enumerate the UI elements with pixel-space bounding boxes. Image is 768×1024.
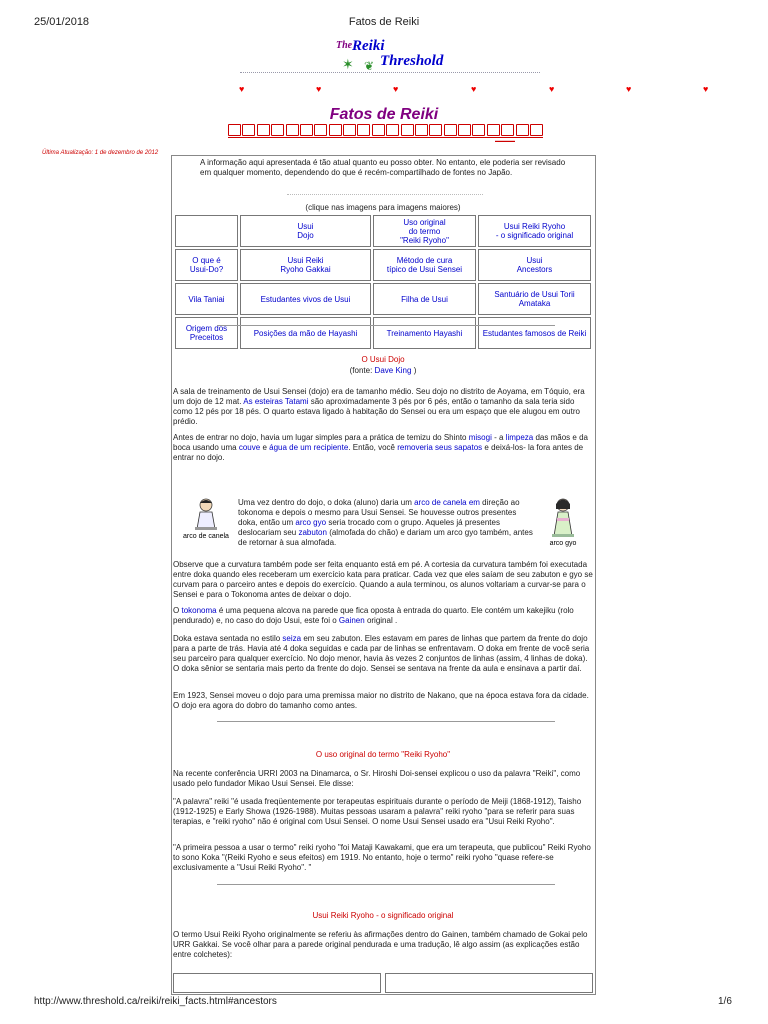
kneeling-student-icon [191,497,221,531]
divider [217,884,555,885]
dojo-paragraph-6: Em 1923, Sensei moveu o dojo para uma premissa maior no distrito de Nakano, que na época estava fora da cidade. O dojo era agora do dobro do tamanho como antes. [173,691,589,710]
zabuton-link[interactable]: zabuton [298,528,327,537]
logo-reiki: Reiki [352,38,385,54]
print-date: 25/01/2018 [34,16,90,28]
term-paragraph-3: "A primeira pessoa a usar o termo" reiki ryoho "foi Mataji Kawakami, que era um terapeuta, que publicou" Reiki Ryoho to sono Koka "(Reiki Ryoho e seus efeitos) em 1919. No entanto, hoje o termo" reiki ryoho "quase refere-se exclusivamente a "Usui Reiki Ryoho". " [173,843,591,872]
divider [217,721,555,722]
dojo-paragraph-3: Observe que a curvatura também pode ser feita enquanto está em pé. A cortesia da curvatura também foi executada entre doka quando eles receberam um exercício kata para praticar. Cada vez que eles saíam de seu zabuton e gyo se curvam para o parceiro antes e depois do exercício. Quando a aula terminou, os alunos voltariam a curvar-se para o Sensei e para o Tokonoma antes de deixar o dojo. [173,560,593,599]
gainen-table [173,973,593,993]
logo-the: The [336,40,353,51]
gainen-link[interactable]: Gainen [338,616,365,625]
last-updated: Última Atualização: 1 de dezembro de 2012 [42,150,159,156]
dojo-paragraph-1: A sala de treinamento de Usui Sensei (dojo) era de tamanho médio. Seu dojo no distrito de Aoyama, em Tóquio, era um dojo de 12 mat. As esteiras Tatami são aproximadamente 3 pés por 6 pés, então o tamanho da sala teria sido como 12 pés por 18 pés. O quarto estava ligado à habitação do Sensei ou era um espaço que ele alugou em outro prédio. [173,387,585,426]
couve-link[interactable]: couve [238,443,261,452]
gainen-table-cell [385,973,593,993]
star-icon: ✶ [342,56,354,72]
page-title: Fatos de Reiki [329,106,439,123]
gainen-table-cell [173,973,381,993]
nav-link-original-term[interactable]: Uso original do termo "Reiki Ryoho" [373,215,476,247]
nav-link-hand-positions[interactable]: Posições da mão de Hayashi [240,317,371,349]
nav-link-daughter[interactable]: Filha de Usui [373,283,476,315]
figure-arco-canela[interactable] [176,497,236,540]
source-line: (fonte: Dave King ) [349,366,417,375]
nav-link-ancestors[interactable]: Usui Ancestors [478,249,591,281]
water-link[interactable]: água de um recipiente [269,443,349,452]
divider [287,194,483,195]
section-heading-term: O uso original do termo "Reiki Ryoho" [315,750,451,759]
print-url: http://www.threshold.ca/reiki/reiki_facts.html#ancestors [34,996,277,1007]
dojo-paragraph-2: Antes de entrar no dojo, havia um lugar simples para a prática de temizu do Shinto misogi - a limpeza das mãos e da boca usando uma couve e água de um recipiente. Então, você removeria seus sapatos e deixá-los- la fora antes de entrar no dojo. [173,433,588,462]
figure-arco-gyo[interactable] [540,496,586,547]
heart-nav-icon[interactable]: ♥ [703,84,709,94]
figure-caption-canela: arco de canela [183,533,229,540]
heart-nav-icon[interactable]: ♥ [626,84,632,94]
heart-nav-icon[interactable]: ♥ [239,84,245,94]
figure-caption-gyo: arco gyo [549,540,577,547]
nav-link-hayashi-training[interactable]: Treinamento Hayashi [373,317,476,349]
kanji-caption-image: ▬▬▬▬▬ [495,138,515,143]
tokonoma-link[interactable]: tokonoma [181,606,217,615]
logo-threshold: Threshold [380,53,444,69]
section-heading-meaning: Usui Reiki Ryoho - o significado original [312,911,454,920]
nav-link-precepts[interactable]: Origem dos Preceitos [175,317,238,349]
meaning-paragraph-1: O termo Usui Reiki Ryoho originalmente se referiu às afirmações dentro do Gainen, também chamado de Gokai pelo URR Gakkai. Se você olhar para a parede original pendurada e uma tradução, lê algo assim (as explicações estão entre colchetes): [173,930,588,959]
term-paragraph-1: Na recente conferência URRI 2003 na Dinamarca, o Sr. Hiroshi Doi-sensei explicou o uso da palavra "Reiki", como usado pelo fundador Mikao Usui Sensei. Ele disse: [173,769,581,788]
nav-link-taniai[interactable]: Vila Taniai [175,283,238,315]
shoes-link[interactable]: removeria seus sapatos [397,443,483,452]
nav-table [173,213,593,351]
dojo-paragraph-4: O tokonoma é uma pequena alcova na parede que fica oposta à entrada do quarto. Ele contém um kakejiku (rolo pendurado) e, no caso do dojo Usui, este foi o Gainen original . [173,606,574,625]
section-heading-dojo: O Usui Dojo [361,355,405,364]
intro-text: A informação aqui apresentada é tão atual quanto eu posso obter. No entanto, ele poderia ser revisado em qualquer momento, dependendo do que é recém-compartilhado de fontes no Japão. [200,158,566,177]
print-page-number: 1/6 [718,996,732,1007]
seiza-link[interactable]: seiza [282,634,302,643]
term-paragraph-2: "A palavra" reiki "é usada freqüentemente por terapeutas espirituais durante o período de Meiji (1868-1912), Taisho (1912-1925) e Early Showa (1926-1988). Muitas pessoas usaram a palavra" reiki ryoho "para se referir para suas terapias, e "reiki ryoho" não é original com Usui Sensei. O nome Usui Sensei usado era "Usui Reiki Ryoho". [173,797,582,826]
nav-link-gakkai[interactable]: Usui Reiki Ryoho Gakkai [240,249,371,281]
bow-paragraph: Uma vez dentro do dojo, o doka (aluno) daria um arco de canela em direção ao tokonoma e depois o mesmo para Usui Sensei. Se houvesse outros presentes doka, então um arco gyo seria trocado com o grupo. Aqueles já presentes deslocariam seu zabuton (almofada do chão) e dariam um arco gyo também, antes de retornar à sua almofada. [238,498,533,547]
arco-gyo-link[interactable]: arco gyo [295,518,327,527]
kanji-banner-image[interactable] [228,124,543,138]
limpeza-link[interactable]: limpeza [505,433,534,442]
print-title: Fatos de Reiki [348,16,420,28]
divider [217,325,555,326]
source-link[interactable]: Dave King [374,366,412,375]
nav-link-living-students[interactable]: Estudantes vivos de Usui [240,283,371,315]
misogi-link[interactable]: misogi [468,433,492,442]
kneeling-woman-icon [548,496,578,538]
tatami-link[interactable]: As esteiras Tatami [243,397,309,406]
nav-link-usui-do[interactable]: O que é Usui-Do? [175,249,238,281]
nav-link-original-meaning[interactable]: Usui Reiki Ryoho - o significado original [478,215,591,247]
nav-cell-empty [175,215,238,247]
leaf-icon: ❦ [364,59,375,73]
heart-nav-icon[interactable]: ♥ [471,84,477,94]
click-note: (clique nas imagens para imagens maiores) [305,203,461,212]
nav-strip [240,72,540,75]
arco-canela-link[interactable]: arco de canela em [414,498,480,507]
nav-link-healing-method[interactable]: Método de cura típico de Usui Sensei [373,249,476,281]
heart-nav-icon[interactable]: ♥ [316,84,322,94]
heart-nav-icon[interactable]: ♥ [549,84,555,94]
dojo-paragraph-5: Doka estava sentada no estilo seiza em seu zabuton. Eles estavam em pares de linhas que partem da frente do dojo para a parte de trás. Havia até 4 doka seguidas e cada par de linhas se enfrentavam. O doka em frente de você seria seu parceiro para qualquer exercício. No dojo menor, havia às vezes 2 conjuntos de linhas (assim, 4 linhas de doka). O doka sênior se sentaria mais perto da frente do dojo. Sensei se sentava na frente da aula e ensinava a partir daí. [173,634,590,673]
nav-link-usui-dojo[interactable]: Usui Dojo [240,215,371,247]
heart-nav-icon[interactable]: ♥ [393,84,399,94]
nav-link-famous-students[interactable]: Estudantes famosos de Reiki [478,317,591,349]
nav-link-shrine[interactable]: Santuário de Usui Torii Amataka [478,283,591,315]
